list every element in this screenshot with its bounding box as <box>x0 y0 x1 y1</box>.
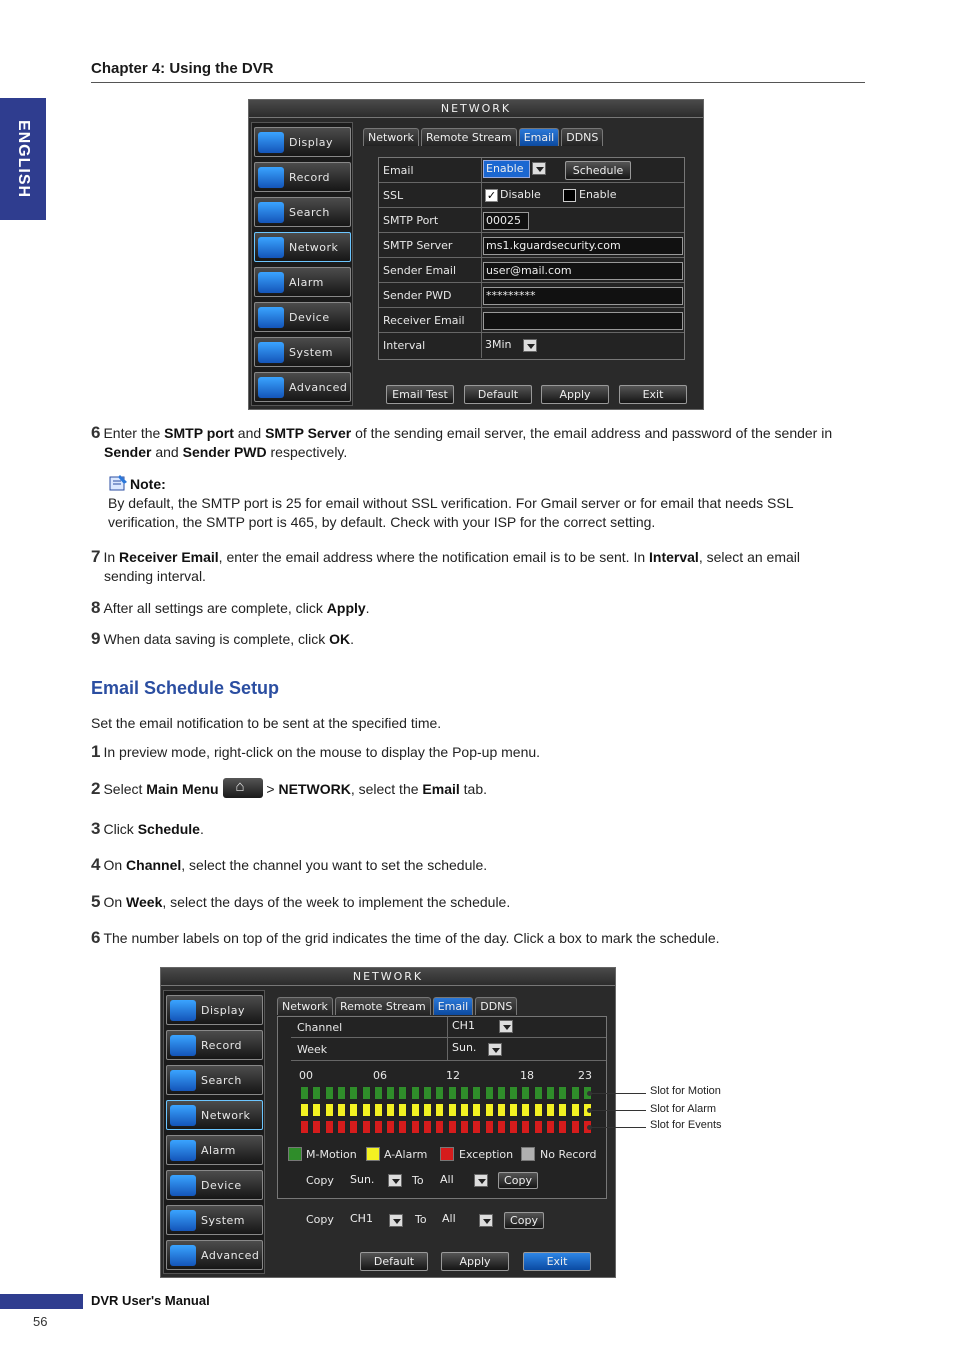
motion-slot[interactable] <box>558 1086 567 1100</box>
language-side-tab <box>0 98 46 220</box>
email-settings-panel <box>378 157 685 360</box>
motion-slot[interactable] <box>521 1086 530 1100</box>
step-number: 5 <box>91 892 101 911</box>
smtp-port-input[interactable]: 00025 <box>483 212 529 230</box>
event-slot[interactable] <box>337 1120 346 1134</box>
schedule-step-1: 1 In preview mode, right-click on the mouse to display the Pop-up menu. <box>91 742 541 761</box>
row-label: SMTP Port <box>383 214 439 227</box>
alarm-slot[interactable] <box>398 1103 407 1117</box>
email-test-button[interactable]: Email Test <box>386 385 454 404</box>
event-slot[interactable] <box>325 1120 334 1134</box>
exit-button[interactable]: Exit <box>523 1252 591 1271</box>
sender-email-input[interactable]: user@mail.com <box>483 262 683 280</box>
schedule-step-3: 3 Click Schedule. <box>91 819 204 838</box>
chevron-down-icon[interactable] <box>479 1214 493 1227</box>
row-sender-email <box>379 258 684 283</box>
note-icon <box>108 474 128 491</box>
receiver-email-input[interactable] <box>483 312 683 330</box>
row-interval <box>379 333 684 358</box>
row-label: SMTP Server <box>383 239 453 252</box>
email-schedule-window <box>160 967 616 1278</box>
event-slot[interactable] <box>374 1120 383 1134</box>
event-slot[interactable] <box>485 1120 494 1134</box>
menu-label: Alarm <box>201 1144 236 1157</box>
wrench-icon <box>170 1245 196 1266</box>
menu-label: Search <box>289 206 330 219</box>
menu-search-button[interactable] <box>254 197 351 227</box>
menu-system-button[interactable] <box>254 337 351 367</box>
event-slot[interactable] <box>386 1120 395 1134</box>
note-text: verification, the SMTP port is 465, by default. Check with your ISP for the correct setting. <box>108 514 656 530</box>
alarm-slot[interactable] <box>349 1103 358 1117</box>
alarm-slot[interactable] <box>558 1103 567 1117</box>
copy-to-label: To <box>412 1174 424 1187</box>
copy-day-label: Copy <box>306 1174 334 1187</box>
menu-device-button[interactable] <box>166 1170 263 1200</box>
menu-system-button[interactable] <box>166 1205 263 1235</box>
chapter-rule <box>91 82 865 83</box>
schedule-step-5: 5 On Week, select the days of the week to implement the schedule. <box>91 892 511 911</box>
section-intro: Set the email notification to be sent at the specified time. <box>91 715 442 731</box>
callout-line-motion <box>590 1093 646 1094</box>
motion-slot[interactable] <box>435 1086 444 1100</box>
hour-label-00: 00 <box>299 1069 313 1082</box>
alarm-slot[interactable] <box>312 1103 321 1117</box>
alarm-slot[interactable] <box>423 1103 432 1117</box>
motion-slot[interactable] <box>423 1086 432 1100</box>
event-slot[interactable] <box>472 1120 481 1134</box>
step-number: 4 <box>91 855 101 874</box>
row-smtp-server <box>379 233 684 258</box>
callout-motion: Slot for Motion <box>650 1085 721 1097</box>
device-icon <box>258 307 284 328</box>
menu-label: Network <box>201 1109 251 1122</box>
row-label: Channel <box>297 1021 343 1034</box>
tab-remote-stream[interactable]: Remote Stream <box>421 128 517 146</box>
side-tab-label: ENGLISH <box>15 119 32 199</box>
menu-label: Network <box>289 241 339 254</box>
copy-to-channel-select[interactable]: All <box>442 1212 456 1225</box>
step-7: 7 In Receiver Email, enter the email address where the notification email is to be sent. In Interval, select an email sending interval. <box>91 547 800 584</box>
alarm-slot[interactable] <box>460 1103 469 1117</box>
main-menu-sidebar <box>163 990 265 1274</box>
step-number: 3 <box>91 819 101 838</box>
window-title: NETWORK <box>161 968 615 986</box>
legend-alarm-label: A-Alarm <box>384 1148 428 1161</box>
menu-network-button[interactable] <box>254 232 351 262</box>
step-number: 1 <box>91 742 101 761</box>
row-receiver-email <box>379 308 684 333</box>
menu-alarm-button[interactable] <box>166 1135 263 1165</box>
row-label: SSL <box>383 189 404 202</box>
alarm-slot[interactable] <box>435 1103 444 1117</box>
menu-label: Display <box>201 1004 246 1017</box>
chapter-title: Chapter 4: Using the DVR <box>91 60 274 77</box>
week-select[interactable]: Sun. <box>452 1041 477 1054</box>
chevron-down-icon[interactable] <box>499 1020 513 1033</box>
menu-record-button[interactable] <box>254 162 351 192</box>
tab-email[interactable]: Email <box>519 128 560 146</box>
motion-slot[interactable] <box>448 1086 457 1100</box>
film-icon <box>170 1035 196 1056</box>
event-slot[interactable] <box>312 1120 321 1134</box>
schedule-panel <box>277 1016 607 1199</box>
motion-slot[interactable] <box>546 1086 555 1100</box>
motion-slot[interactable] <box>325 1086 334 1100</box>
home-icon <box>223 778 263 798</box>
event-slot[interactable] <box>448 1120 457 1134</box>
copy-channel-label: Copy <box>306 1213 334 1226</box>
menu-label: Advanced <box>201 1249 260 1262</box>
event-slot[interactable] <box>423 1120 432 1134</box>
row-ssl <box>379 183 684 208</box>
schedule-button[interactable]: Schedule <box>565 161 631 180</box>
menu-label: System <box>201 1214 246 1227</box>
menu-search-button[interactable] <box>166 1065 263 1095</box>
menu-label: Display <box>289 136 334 149</box>
callout-line-events <box>590 1127 646 1128</box>
gear-icon <box>170 1210 196 1231</box>
default-button[interactable]: Default <box>360 1252 428 1271</box>
tab-email[interactable]: Email <box>433 997 474 1015</box>
step-number: 7 <box>91 547 101 566</box>
callout-line-alarm <box>590 1110 646 1111</box>
copy-channel-to-label: To <box>415 1213 427 1226</box>
step-number: 2 <box>91 779 101 798</box>
network-icon <box>170 1105 196 1126</box>
alarm-slot[interactable] <box>571 1103 580 1117</box>
row-label: Interval <box>383 339 426 352</box>
menu-advanced-button[interactable] <box>166 1240 263 1270</box>
event-slot[interactable] <box>411 1120 420 1134</box>
menu-alarm-button[interactable] <box>254 267 351 297</box>
ssl-enable-label: Enable <box>579 188 617 201</box>
menu-network-button[interactable] <box>166 1100 263 1130</box>
event-slot[interactable] <box>571 1120 580 1134</box>
section-title: Email Schedule Setup <box>91 678 280 698</box>
motion-slot[interactable] <box>374 1086 383 1100</box>
motion-slot[interactable] <box>300 1086 309 1100</box>
event-slot[interactable] <box>534 1120 543 1134</box>
menu-label: Record <box>289 171 331 184</box>
legend-exception-label: Exception <box>459 1148 514 1161</box>
motion-slot[interactable] <box>349 1086 358 1100</box>
event-slot[interactable] <box>558 1120 567 1134</box>
alarm-slot[interactable] <box>300 1103 309 1117</box>
network-tabs <box>363 128 603 146</box>
default-button[interactable]: Default <box>464 385 532 404</box>
note-block <box>108 474 868 532</box>
motion-slot[interactable] <box>509 1086 518 1100</box>
menu-label: Device <box>201 1179 242 1192</box>
step-number: 6 <box>91 423 101 442</box>
alarm-slot[interactable] <box>411 1103 420 1117</box>
footer-bar <box>0 1294 83 1309</box>
alarm-slot[interactable] <box>497 1103 506 1117</box>
motion-slot[interactable] <box>571 1086 580 1100</box>
menu-label: Device <box>289 311 330 324</box>
legend-motion-label: M-Motion <box>306 1148 357 1161</box>
menu-display-button[interactable] <box>254 127 351 157</box>
hour-label-12: 12 <box>446 1069 460 1082</box>
event-slot[interactable] <box>497 1120 506 1134</box>
note-text: By default, the SMTP port is 25 for email without SSL verification. For Gmail server or for email that needs SSL <box>108 495 794 511</box>
search-icon <box>170 1070 196 1091</box>
row-label: Sender Email <box>383 264 457 277</box>
motion-slot[interactable] <box>472 1086 481 1100</box>
alarm-slot[interactable] <box>374 1103 383 1117</box>
network-email-window <box>248 99 704 410</box>
motion-slot[interactable] <box>337 1086 346 1100</box>
apply-button[interactable]: Apply <box>541 385 609 404</box>
menu-record-button[interactable] <box>166 1030 263 1060</box>
chevron-down-icon[interactable] <box>523 339 537 352</box>
menu-advanced-button[interactable] <box>254 372 351 402</box>
alarm-slot[interactable] <box>337 1103 346 1117</box>
row-email <box>379 158 684 183</box>
step-6: 6 Enter the SMTP port and SMTP Server of the sending email server, the email address and password of the sender in Sender and Sender PWD respectively. <box>91 423 833 460</box>
copy-channel-button[interactable]: Copy <box>504 1212 544 1229</box>
step-number: 8 <box>91 598 101 617</box>
alarm-slot[interactable] <box>325 1103 334 1117</box>
row-label: Receiver Email <box>383 314 465 327</box>
alarm-slot[interactable] <box>448 1103 457 1117</box>
event-slot[interactable] <box>398 1120 407 1134</box>
footer-title: DVR User's Manual <box>91 1293 210 1308</box>
alarm-icon <box>258 272 284 293</box>
motion-slot[interactable] <box>460 1086 469 1100</box>
interval-select[interactable]: 3Min <box>485 338 512 351</box>
motion-slot[interactable] <box>398 1086 407 1100</box>
schedule-grid[interactable] <box>300 1086 600 1136</box>
chevron-down-icon[interactable] <box>389 1214 403 1227</box>
motion-slot[interactable] <box>497 1086 506 1100</box>
alarm-slot[interactable] <box>509 1103 518 1117</box>
alarm-slot[interactable] <box>521 1103 530 1117</box>
schedule-step-2: 2 Select Main Menu ⌂ > NETWORK, select the Email tab. <box>91 778 487 799</box>
schedule-step-4: 4 On Channel, select the channel you want to set the schedule. <box>91 855 488 874</box>
film-icon <box>258 167 284 188</box>
menu-device-button[interactable] <box>254 302 351 332</box>
page-number: 56 <box>33 1314 48 1329</box>
row-label: Week <box>297 1043 328 1056</box>
motion-slot[interactable] <box>312 1086 321 1100</box>
row-label: Email <box>383 164 414 177</box>
alarm-icon <box>170 1140 196 1161</box>
exit-button[interactable]: Exit <box>619 385 687 404</box>
copy-from-day-select[interactable]: Sun. <box>350 1173 375 1186</box>
menu-label: System <box>289 346 334 359</box>
tab-network[interactable]: Network <box>363 128 419 146</box>
step-number: 6 <box>91 928 101 947</box>
hour-label-23: 23 <box>578 1069 592 1082</box>
tab-network[interactable]: Network <box>277 997 333 1015</box>
event-slot[interactable] <box>546 1120 555 1134</box>
event-slot[interactable] <box>435 1120 444 1134</box>
legend-motion-swatch <box>288 1147 302 1161</box>
chevron-down-icon[interactable] <box>532 162 546 175</box>
ssl-disable-label: Disable <box>500 188 541 201</box>
menu-label: Search <box>201 1074 242 1087</box>
network-tabs <box>277 997 517 1015</box>
copy-day-button[interactable]: Copy <box>498 1172 538 1189</box>
row-label: Sender PWD <box>383 289 452 302</box>
hour-label-18: 18 <box>520 1069 534 1082</box>
hour-label-06: 06 <box>373 1069 387 1082</box>
alarm-slot[interactable] <box>386 1103 395 1117</box>
window-title: NETWORK <box>249 100 703 118</box>
tab-remote-stream[interactable]: Remote Stream <box>335 997 431 1015</box>
event-slot[interactable] <box>362 1120 371 1134</box>
search-icon <box>258 202 284 223</box>
chevron-down-icon[interactable] <box>474 1174 488 1187</box>
schedule-step-6: 6 The number labels on top of the grid indicates the time of the day. Click a box to mark the schedule. <box>91 928 720 947</box>
motion-slot[interactable] <box>362 1086 371 1100</box>
menu-label: Record <box>201 1039 243 1052</box>
ssl-disable-checkbox[interactable]: ✓ <box>486 189 497 202</box>
motion-slot[interactable] <box>386 1086 395 1100</box>
legend-norecord-swatch <box>521 1147 535 1161</box>
event-slot[interactable] <box>521 1120 530 1134</box>
event-slot[interactable] <box>300 1120 309 1134</box>
copy-from-channel-select[interactable]: CH1 <box>350 1212 373 1225</box>
sender-pwd-input[interactable]: ********* <box>483 287 683 305</box>
motion-slot[interactable] <box>485 1086 494 1100</box>
alarm-slot[interactable] <box>362 1103 371 1117</box>
event-slot[interactable] <box>349 1120 358 1134</box>
row-sender-pwd <box>379 283 684 308</box>
motion-slot[interactable] <box>411 1086 420 1100</box>
copy-to-day-select[interactable]: All <box>440 1173 454 1186</box>
row-channel <box>291 1017 606 1038</box>
ssl-enable-checkbox[interactable] <box>563 189 576 202</box>
monitor-icon <box>258 132 284 153</box>
menu-label: Alarm <box>289 276 324 289</box>
event-slot[interactable] <box>509 1120 518 1134</box>
tab-ddns[interactable]: DDNS <box>561 128 603 146</box>
device-icon <box>170 1175 196 1196</box>
legend-alarm-swatch <box>366 1147 380 1161</box>
legend-exception-swatch <box>440 1147 454 1161</box>
event-slot[interactable] <box>460 1120 469 1134</box>
callout-alarm: Slot for Alarm <box>650 1103 717 1115</box>
alarm-slot[interactable] <box>485 1103 494 1117</box>
channel-select[interactable]: CH1 <box>452 1019 475 1032</box>
legend-norecord-label: No Record <box>540 1148 597 1161</box>
row-smtp-port <box>379 208 684 233</box>
row-week <box>291 1038 606 1061</box>
alarm-slot[interactable] <box>546 1103 555 1117</box>
apply-button[interactable]: Apply <box>441 1252 509 1271</box>
monitor-icon <box>170 1000 196 1021</box>
chevron-down-icon[interactable] <box>388 1174 402 1187</box>
step-8: 8 After all settings are complete, click Apply. <box>91 598 370 617</box>
wrench-icon <box>258 377 284 398</box>
callout-events: Slot for Events <box>650 1119 722 1131</box>
main-menu-sidebar <box>251 122 353 406</box>
gear-icon <box>258 342 284 363</box>
step-9: 9 When data saving is complete, click OK. <box>91 629 355 648</box>
step-number: 9 <box>91 629 101 648</box>
smtp-server-input[interactable]: ms1.kguardsecurity.com <box>483 237 683 255</box>
menu-display-button[interactable] <box>166 995 263 1025</box>
note-title: Note: <box>130 476 166 492</box>
motion-slot[interactable] <box>534 1086 543 1100</box>
menu-label: Advanced <box>289 381 348 394</box>
email-enable-select[interactable]: Enable <box>483 160 530 178</box>
alarm-slot[interactable] <box>472 1103 481 1117</box>
tab-ddns[interactable]: DDNS <box>475 997 517 1015</box>
alarm-slot[interactable] <box>534 1103 543 1117</box>
chevron-down-icon[interactable] <box>488 1043 502 1056</box>
network-icon <box>258 237 284 258</box>
